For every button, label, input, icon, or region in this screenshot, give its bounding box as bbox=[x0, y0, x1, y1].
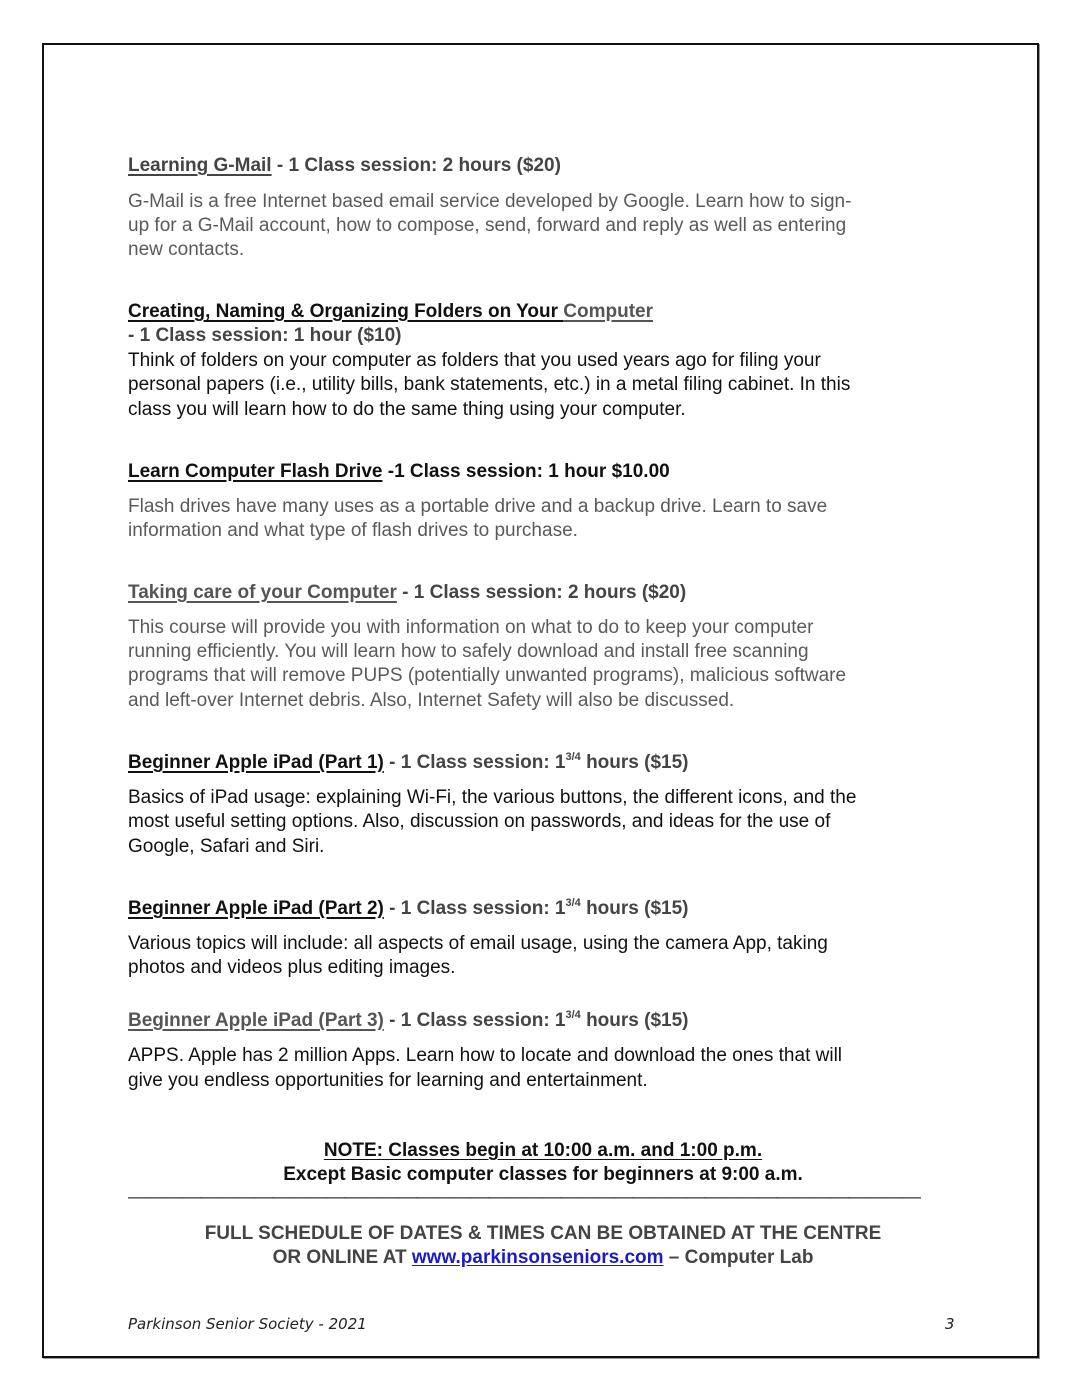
course-description-line: programs that will remove PUPS (potentially unwanted programs), malicious software bbox=[128, 665, 847, 686]
course-description-line: class you will learn how to do the same thing using your computer. bbox=[128, 399, 686, 420]
note-line-1 bbox=[128, 1139, 958, 1163]
course-separator: - bbox=[383, 1010, 401, 1031]
course-description-line: most useful setting options. Also, discussion on passwords, and ideas for the use of bbox=[128, 811, 831, 832]
course-description-line: Flash drives have many uses as a portable drive and a backup drive. Learn to save bbox=[128, 496, 828, 517]
course-heading bbox=[128, 751, 689, 775]
course-description-line: new contacts. bbox=[128, 239, 245, 260]
details-text: hours ($15) bbox=[580, 1010, 689, 1031]
course-description-line: This course will provide you with information on what to do to keep your computer bbox=[128, 617, 814, 638]
course-description-line: Various topics will include: all aspects of email usage, using the camera App, taking bbox=[128, 933, 828, 954]
details-fraction: 3/4 bbox=[565, 1009, 581, 1021]
course-description-line: give you endless opportunities for learning and entertainment. bbox=[128, 1070, 648, 1091]
details-text: 1 Class session: 1 bbox=[400, 898, 566, 919]
website-link[interactable]: www.parkinsonseniors.com bbox=[411, 1247, 664, 1268]
course-title: Taking care of your Computer bbox=[128, 582, 397, 603]
note-text: NOTE: Classes begin at 10:00 a.m. and 1:00 p.m. bbox=[323, 1140, 763, 1161]
course-title: Learn Computer Flash Drive bbox=[128, 461, 383, 482]
details-text: 1 Class session: 1 bbox=[400, 752, 566, 773]
note-line-2: Except Basic computer classes for beginners at 9:00 a.m. bbox=[283, 1164, 803, 1185]
separator-line: ———————————————————————————————————————————— bbox=[128, 1192, 920, 1204]
course-separator: - bbox=[382, 461, 395, 482]
course-details: 1 Class session: 2 hours ($20) bbox=[413, 582, 687, 603]
course-title: Creating, Naming & Organizing Folders on Your bbox=[128, 301, 564, 322]
schedule-text: – Computer Lab bbox=[663, 1247, 814, 1268]
course-heading bbox=[128, 300, 653, 324]
course-separator: - bbox=[383, 898, 401, 919]
course-title: Beginner Apple iPad (Part 1) bbox=[128, 752, 384, 773]
course-heading bbox=[128, 897, 689, 921]
course-description-line: APPS. Apple has 2 million Apps. Learn how to locate and download the ones that will bbox=[128, 1045, 843, 1066]
schedule-text: OR ONLINE AT bbox=[272, 1247, 412, 1268]
course-description-line: photos and videos plus editing images. bbox=[128, 957, 456, 978]
course-title: Learning G-Mail bbox=[128, 155, 272, 176]
details-text: 1 Class session: 1 bbox=[400, 1010, 566, 1031]
details-text: hours ($15) bbox=[580, 752, 689, 773]
course-description-line: up for a G-Mail account, how to compose, send, forward and reply as well as entering bbox=[128, 215, 847, 236]
details-fraction: 3/4 bbox=[565, 897, 581, 909]
course-details bbox=[401, 752, 689, 773]
course-heading bbox=[128, 1009, 689, 1033]
course-description-line: G-Mail is a free Internet based email service developed by Google. Learn how to sign- bbox=[128, 191, 852, 212]
course-title: Beginner Apple iPad (Part 2) bbox=[128, 898, 384, 919]
course-description-line: personal papers (i.e., utility bills, bank statements, etc.) in a metal filing cabinet. In this bbox=[128, 374, 851, 395]
course-title-continued: Computer bbox=[563, 301, 654, 322]
course-separator: - bbox=[271, 155, 289, 176]
footer-organization: Parkinson Senior Society - 2021 bbox=[128, 1315, 367, 1333]
course-title: Beginner Apple iPad (Part 3) bbox=[128, 1010, 384, 1031]
details-fraction: 3/4 bbox=[565, 751, 581, 763]
course-description-line: Think of folders on your computer as folders that you used years ago for filing your bbox=[128, 350, 821, 371]
course-heading bbox=[128, 581, 686, 605]
page-number: 3 bbox=[945, 1315, 955, 1333]
course-heading bbox=[128, 460, 670, 484]
course-details bbox=[401, 898, 689, 919]
course-details: 1 Class session: 2 hours ($20) bbox=[288, 155, 561, 176]
course-details: - 1 Class session: 1 hour ($10) bbox=[128, 325, 402, 346]
schedule-line-1: FULL SCHEDULE OF DATES & TIMES CAN BE OBTAINED AT THE CENTRE bbox=[204, 1223, 882, 1244]
schedule-line-2 bbox=[128, 1246, 958, 1270]
course-description-line: running efficiently. You will learn how to safely download and install free scanning bbox=[128, 641, 809, 662]
course-separator: - bbox=[383, 752, 401, 773]
details-text: hours ($15) bbox=[580, 898, 689, 919]
course-description-line: and left-over Internet debris. Also, Internet Safety will also be discussed. bbox=[128, 690, 735, 711]
course-description-line: Basics of iPad usage: explaining Wi-Fi, the various buttons, the different icons, and the bbox=[128, 787, 857, 808]
course-description-line: information and what type of flash drives to purchase. bbox=[128, 520, 578, 541]
course-details: 1 Class session: 1 hour $10.00 bbox=[394, 461, 670, 482]
course-separator: - bbox=[396, 582, 414, 603]
course-description-line: Google, Safari and Siri. bbox=[128, 836, 325, 857]
course-heading bbox=[128, 154, 561, 178]
course-details bbox=[401, 1010, 689, 1031]
